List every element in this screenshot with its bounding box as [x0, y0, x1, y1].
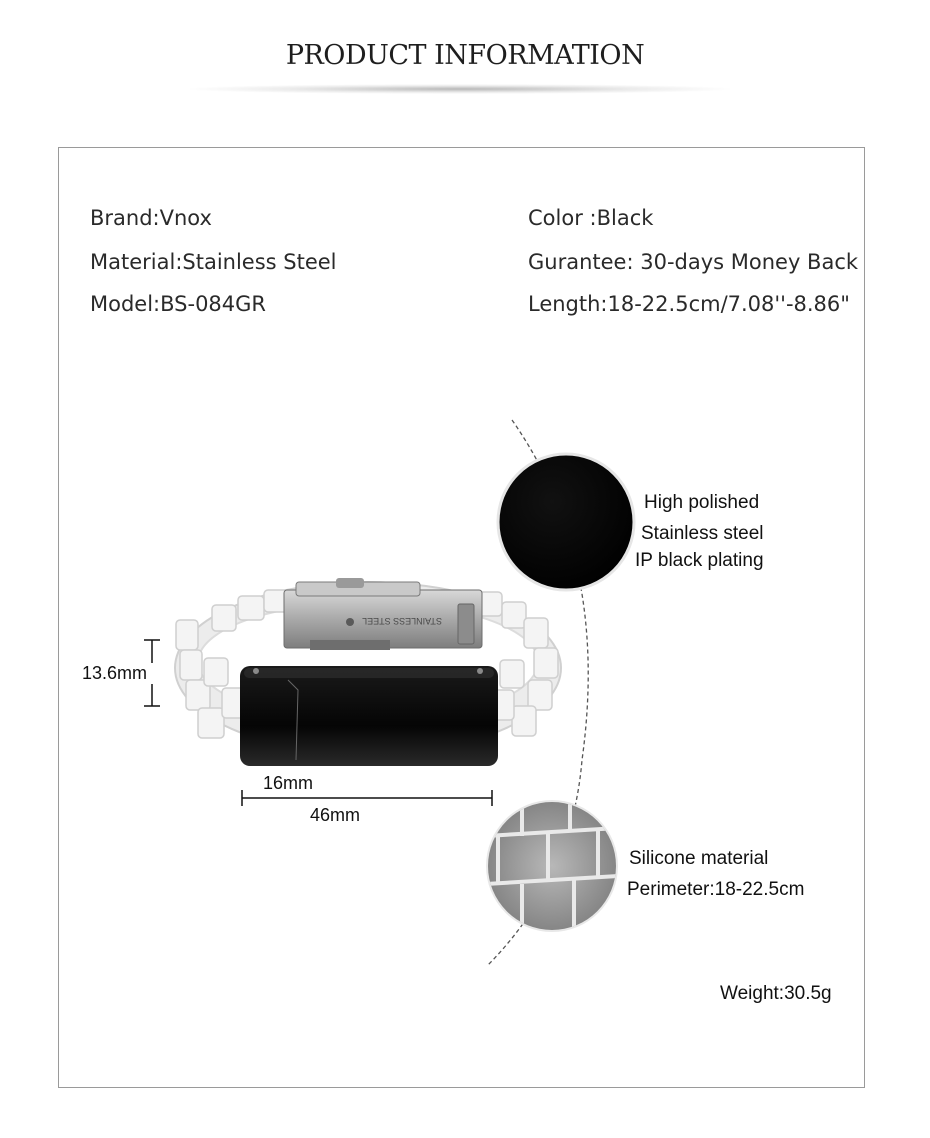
- silicone-texture-disc: [486, 800, 618, 932]
- dimension-height: 13.6mm: [82, 663, 148, 683]
- callout-silicone-material: Silicone material: [629, 848, 769, 869]
- spec-length: Length:18-22.5cm/7.08''-8.86": [528, 292, 850, 316]
- callout-high-polished: High polished: [644, 492, 760, 513]
- page-title: PRODUCT INFORMATION: [285, 40, 645, 71]
- callout-stainless-steel: Stainless steel: [641, 523, 764, 544]
- spec-model: Model:BS-084GR: [90, 292, 267, 316]
- weight-label: Weight:30.5g: [720, 983, 832, 1004]
- dimension-length: 46mm: [310, 805, 361, 825]
- clasp-engraving: STAINLESS STEEL: [362, 616, 442, 626]
- black-id-plate: [240, 666, 498, 766]
- callout-ip-black-plating: IP black plating: [635, 550, 764, 571]
- black-plating-disc: [498, 454, 634, 590]
- spec-guarantee: Gurantee: 30-days Money Back: [528, 250, 859, 274]
- dimension-plate-width: 16mm: [263, 773, 314, 793]
- steel-clasp: [284, 578, 482, 650]
- spec-brand: Brand:Vnox: [90, 206, 212, 230]
- spec-color: Color :Black: [528, 206, 654, 230]
- spec-material: Material:Stainless Steel: [90, 250, 337, 274]
- callout-perimeter: Perimeter:18-22.5cm: [627, 879, 805, 900]
